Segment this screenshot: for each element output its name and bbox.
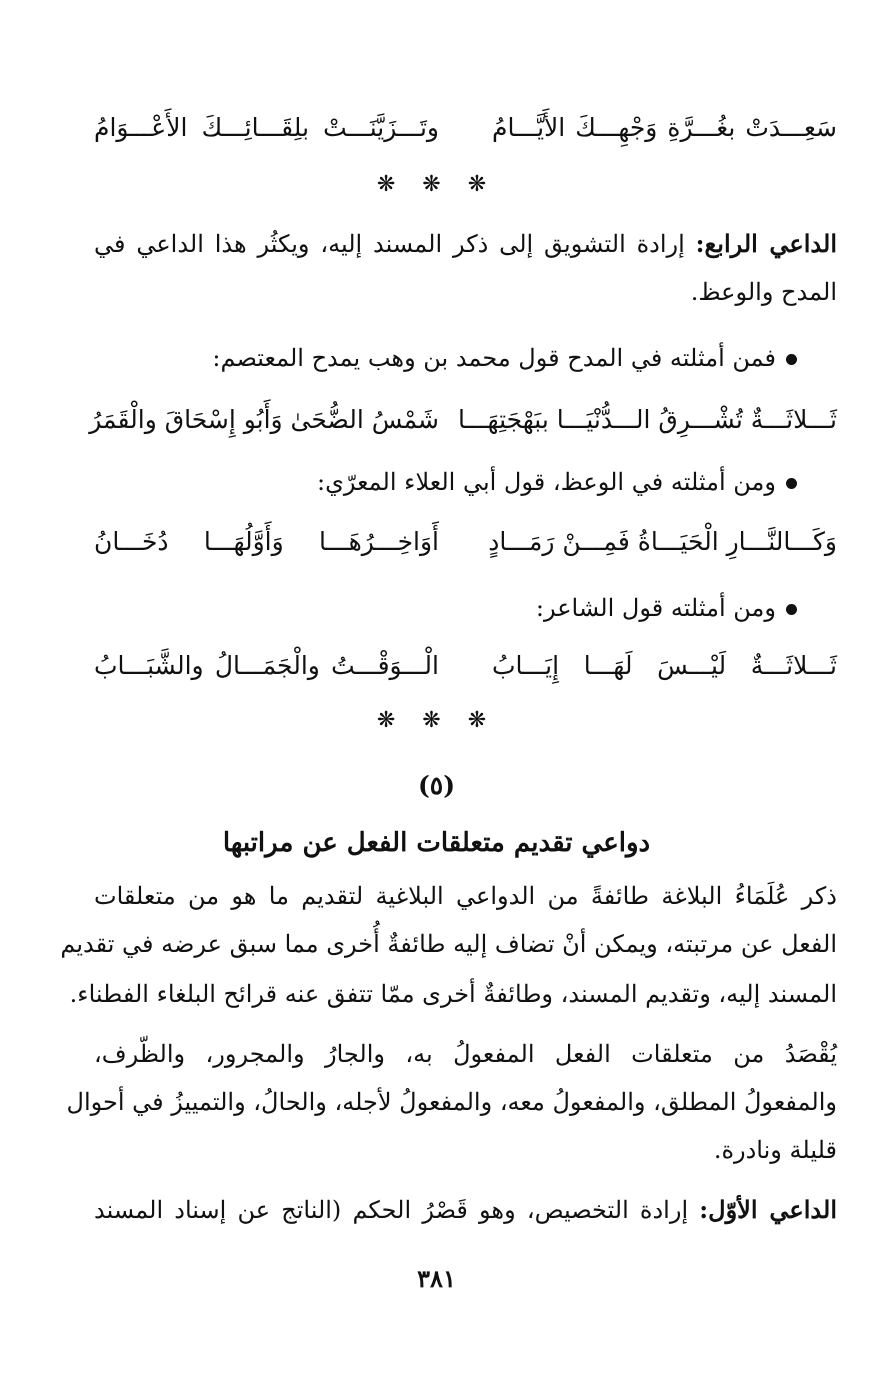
paragraph-line: قليلة ونادرة.	[713, 1136, 837, 1164]
paragraph-line: الفعل عن مرتبته، ويمكن أنْ تضاف إليه طائفةٌ أُخرى مما سبق عرضه في تقديم	[60, 930, 837, 958]
example-intro-text: ومن أمثلته في الوعظ، قول أبي العلاء المعرّي:	[316, 468, 776, 496]
bullet-icon	[786, 354, 797, 365]
verse-line	[94, 522, 837, 562]
verse-first-hemistich: وَكَـــالنَّـــارِ الْحَيَـــاةُ فَمِـــنْ رَمَـــادٍ	[488, 527, 837, 556]
example-intro-text: ومن أمثلته قول الشاعر:	[535, 594, 776, 622]
verse-second-hemistich: أَوَاخِـــرُهَـــا وَأَوَّلُهَـــا دُخَـــانُ	[94, 527, 439, 556]
paragraph-line	[94, 1192, 837, 1228]
paragraph-line	[94, 226, 837, 262]
example-intro	[94, 464, 837, 500]
paragraph-line: يُقْصَدُ من متعلقات الفعل المفعولُ به، والجارُ والمجرور، والظّرف،	[94, 1040, 837, 1068]
section-title: دواعي تقديم متعلقات الفعل عن مراتبها	[222, 828, 651, 858]
section-number: (٥)	[417, 771, 456, 800]
verse-line	[94, 108, 837, 148]
example-intro	[94, 340, 837, 376]
motive-heading: الداعي الرابع:	[695, 229, 837, 258]
bullet-icon	[786, 478, 797, 489]
verse-second-hemistich: الْـــوَقْـــتُ والْجَمَـــالُ والشَّبَـــابُ	[94, 651, 439, 680]
paragraph-line: والمفعولُ المطلق، والمفعولُ معه، والمفعولُ لأجله، والحالُ، والتمييزُ في أحوال	[66, 1088, 837, 1116]
verse-second-hemistich: وتَـــزَيَّنَـــتْ بلِقَـــائِـــكَ الأَعْـــوَامُ	[94, 113, 439, 142]
paragraph-line: المسند إليه، وتقديم المسند، وطائفةٌ أخرى ممّا تتفق عنه قرائح البلغاء الفطناء.	[69, 980, 837, 1008]
page-number: ٣٨١	[417, 1264, 456, 1293]
paragraph-line: ذكر عُلَمَاءُ البلاغة طائفةً من الدواعي البلاغية لتقديم ما هو من متعلقات	[94, 882, 837, 910]
paragraph-line: المدح والوعظ.	[690, 278, 837, 306]
section-separator: ❋ ❋ ❋	[376, 172, 497, 197]
verse-first-hemistich: ثَـــلاثَـــةٌ لَيْـــسَ لَهَـــا إِيَـــابُ	[492, 651, 837, 680]
verse-first-hemistich: سَعِـــدَتْ بغُـــرَّةِ وَجْهِـــكَ الأَيَّـــامُ	[492, 113, 837, 142]
bullet-icon	[786, 604, 797, 615]
verse-line	[89, 400, 837, 440]
verse-line	[94, 646, 837, 686]
paragraph-text: إرادة التخصيص، وهو قَصْرُ الحكم (الناتج عن إسناد المسند	[94, 1196, 689, 1224]
example-intro-text: فمن أمثلته في المدح قول محمد بن وهب يمدح المعتصم:	[212, 344, 776, 372]
example-intro	[94, 590, 837, 626]
section-separator: ❋ ❋ ❋	[376, 708, 497, 733]
motive-heading: الداعي الأوّل:	[699, 1195, 837, 1224]
verse-first-hemistich: ثَـــلاثَـــةٌ تُشْـــرِقُ الـــدُّنْيَـــا ببَهْجَتِهَـــا	[457, 405, 837, 434]
verse-second-hemistich: شَمْسُ الضُّحَىٰ وَأَبُو إِسْحَاقَ والْقَمَرُ	[89, 405, 439, 434]
paragraph-text: إرادة التشويق إلى ذكر المسند إليه، ويكثُر هذا الداعي في	[94, 230, 685, 258]
